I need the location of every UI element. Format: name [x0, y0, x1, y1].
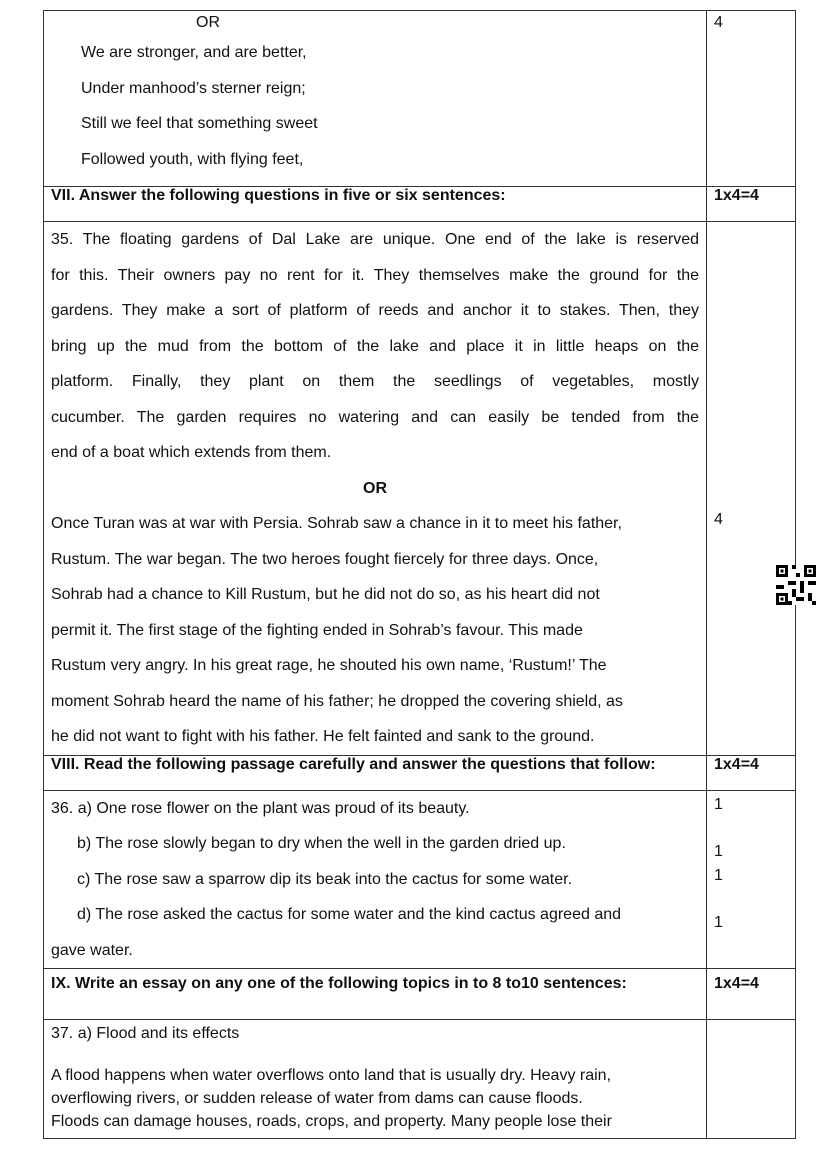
q35-line: 35. The floating gardens of Dal Lake are unique. One end of the lake is reserved [51, 231, 699, 248]
poem-marks-cell [707, 11, 796, 187]
q35-line: end of a boat which extends from them. [51, 444, 332, 461]
poem-line: Followed youth, with flying feet, [81, 150, 304, 168]
q35-line: platform. Finally, they plant on them the seedlings of vegetables, mostly [51, 373, 699, 390]
q35-cell [44, 222, 707, 756]
q36-mark: 1 [714, 795, 723, 813]
q36-b: b) The rose slowly began to dry when the well in the garden dried up. [77, 835, 566, 852]
q35-row [44, 222, 796, 756]
q36-d1: d) The rose asked the cactus for some water and the kind cactus agreed and [77, 906, 622, 923]
poem-or: OR [196, 14, 220, 31]
section9-heading: IX. Write an essay on any one of the following topics in to 8 to10 sentences: [44, 969, 707, 1020]
q35-alt-line: moment Sohrab heard the name of his father; he dropped the covering shield, as [51, 692, 623, 710]
q35-or: OR [363, 479, 387, 497]
q35-marks: 4 [714, 511, 723, 528]
q35-line: cucumber. The garden requires no watering and can easily be tended from the [51, 408, 699, 426]
poem-row [44, 11, 796, 187]
q36-c: c) The rose saw a sparrow dip its beak into the cactus for some water. [77, 870, 573, 888]
poem-marks: 4 [714, 14, 723, 31]
poem-line: We are stronger, and are better, [81, 44, 307, 61]
q35-alt-line: Sohrab had a chance to Kill Rustum, but he did not do so, as his heart did not [51, 586, 600, 603]
section7-heading: VII. Answer the following questions in five or six sentences: [44, 187, 707, 222]
q35-alt-line: permit it. The first stage of the fighting ended in Sohrab’s favour. This made [51, 621, 583, 639]
answer-table [43, 10, 796, 1139]
section8-row [44, 755, 796, 790]
q37-line: Floods can damage houses, roads, crops, and property. Many people lose their [51, 1113, 612, 1130]
q35-alt-line: Rustum. The war began. The two heroes fought fiercely for three days. Once, [51, 550, 599, 568]
poem-cell [44, 11, 707, 187]
q35-marks-cell [707, 222, 796, 756]
q36-a: 36. a) One rose flower on the plant was proud of its beauty. [51, 799, 470, 817]
q36-mark: 1 [714, 913, 723, 931]
section9-row [44, 969, 796, 1020]
q35-alt-line: Once Turan was at war with Persia. Sohrab saw a chance in it to meet his father, [51, 515, 622, 532]
q37-title: 37. a) Flood and its effects [51, 1025, 240, 1042]
q37-line: overflowing rivers, or sudden release of water from dams can cause floods. [51, 1090, 583, 1107]
q36-d2: gave water. [51, 941, 133, 959]
q37-row [44, 1020, 796, 1139]
poem-line: Under manhood’s sterner reign; [81, 79, 306, 97]
q36-marks-cell [707, 790, 796, 969]
q35-line: for this. Their owners pay no rent for it. They themselves make the ground for the [51, 266, 699, 284]
q37-cell [44, 1020, 707, 1139]
q36-mark: 1 [714, 842, 723, 860]
section8-heading: VIII. Read the following passage carefully and answer the questions that follow: [44, 755, 707, 790]
section7-marks: 1x4=4 [707, 187, 796, 222]
q35-alt-line: he did not want to fight with his father. He felt fainted and sank to the ground. [51, 728, 595, 745]
poem-line: Still we feel that something sweet [81, 115, 318, 132]
q36-mark: 1 [714, 866, 723, 884]
section8-marks: 1x4=4 [707, 755, 796, 790]
q35-alt-line: Rustum very angry. In his great rage, he shouted his own name, ‘Rustum!’ The [51, 657, 607, 674]
section7-row [44, 187, 796, 222]
q35-line: gardens. They make a sort of platform of reeds and anchor it to stakes. Then, they [51, 302, 699, 319]
q37-marks-cell [707, 1020, 796, 1139]
q37-line: A flood happens when water overflows onto land that is usually dry. Heavy rain, [51, 1067, 612, 1084]
section9-marks: 1x4=4 [707, 969, 796, 1020]
q35-line: bring up the mud from the bottom of the lake and place it in little heaps on the [51, 337, 699, 355]
q36-row [44, 790, 796, 969]
qr-code-icon [776, 565, 816, 605]
q36-cell [44, 790, 707, 969]
